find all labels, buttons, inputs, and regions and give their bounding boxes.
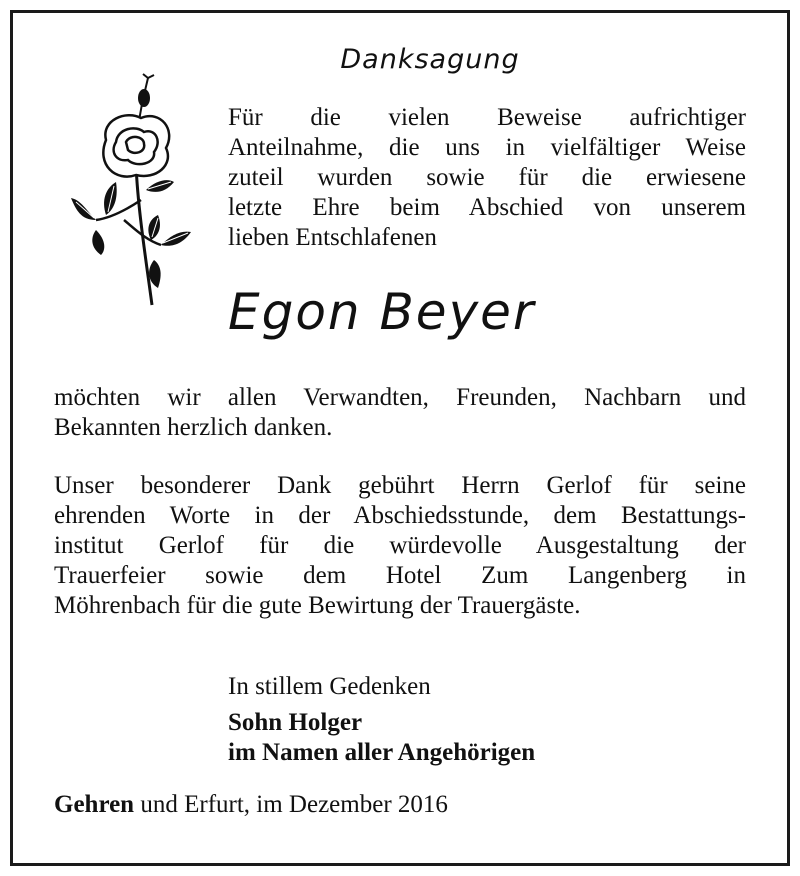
paragraph-line: Trauerfeier sowie dem Hotel Zum Langenberg in [54, 562, 746, 589]
intro-line: zuteil wurden sowie für die erwiesene [228, 164, 746, 191]
place-date-text: und Erfurt, im Dezember 2016 [134, 791, 448, 818]
paragraph-line: ehrenden Worte in der Abschiedsstunde, dem Bestattungs- [54, 502, 746, 529]
special-thanks-paragraph [54, 471, 746, 621]
intro-text [228, 103, 746, 253]
intro-line: Anteilnahme, die uns in vielfältiger Weise [228, 134, 746, 161]
signature-line: Sohn Holger [228, 709, 363, 736]
notice-heading: Danksagung [340, 44, 520, 75]
signature-line: im Namen aller Angehörigen [228, 739, 536, 766]
paragraph-line: institut Gerlof für die würdevolle Ausgestaltung der [54, 532, 746, 559]
deceased-name: Egon Beyer [228, 283, 536, 341]
paragraph-line: Bekannten herzlich danken. [54, 414, 333, 441]
intro-line: lieben Entschlafenen [228, 224, 437, 251]
place-date [54, 790, 448, 820]
place-name: Gehren [54, 791, 135, 818]
rose-icon [66, 70, 196, 310]
closing-phrase: In stillem Gedenken [228, 673, 431, 700]
thanks-paragraph [54, 383, 746, 443]
paragraph-line: möchten wir allen Verwandten, Freunden, Nachbarn und [54, 384, 746, 411]
paragraph-line: Unser besonderer Dank gebührt Herrn Gerlof für seine [54, 472, 746, 499]
paragraph-line: Möhrenbach für die gute Bewirtung der Trauergäste. [54, 592, 581, 619]
intro-line: letzte Ehre beim Abschied von unserem [228, 194, 746, 221]
signature [228, 708, 535, 768]
intro-line: Für die vielen Beweise aufrichtiger [228, 104, 746, 131]
